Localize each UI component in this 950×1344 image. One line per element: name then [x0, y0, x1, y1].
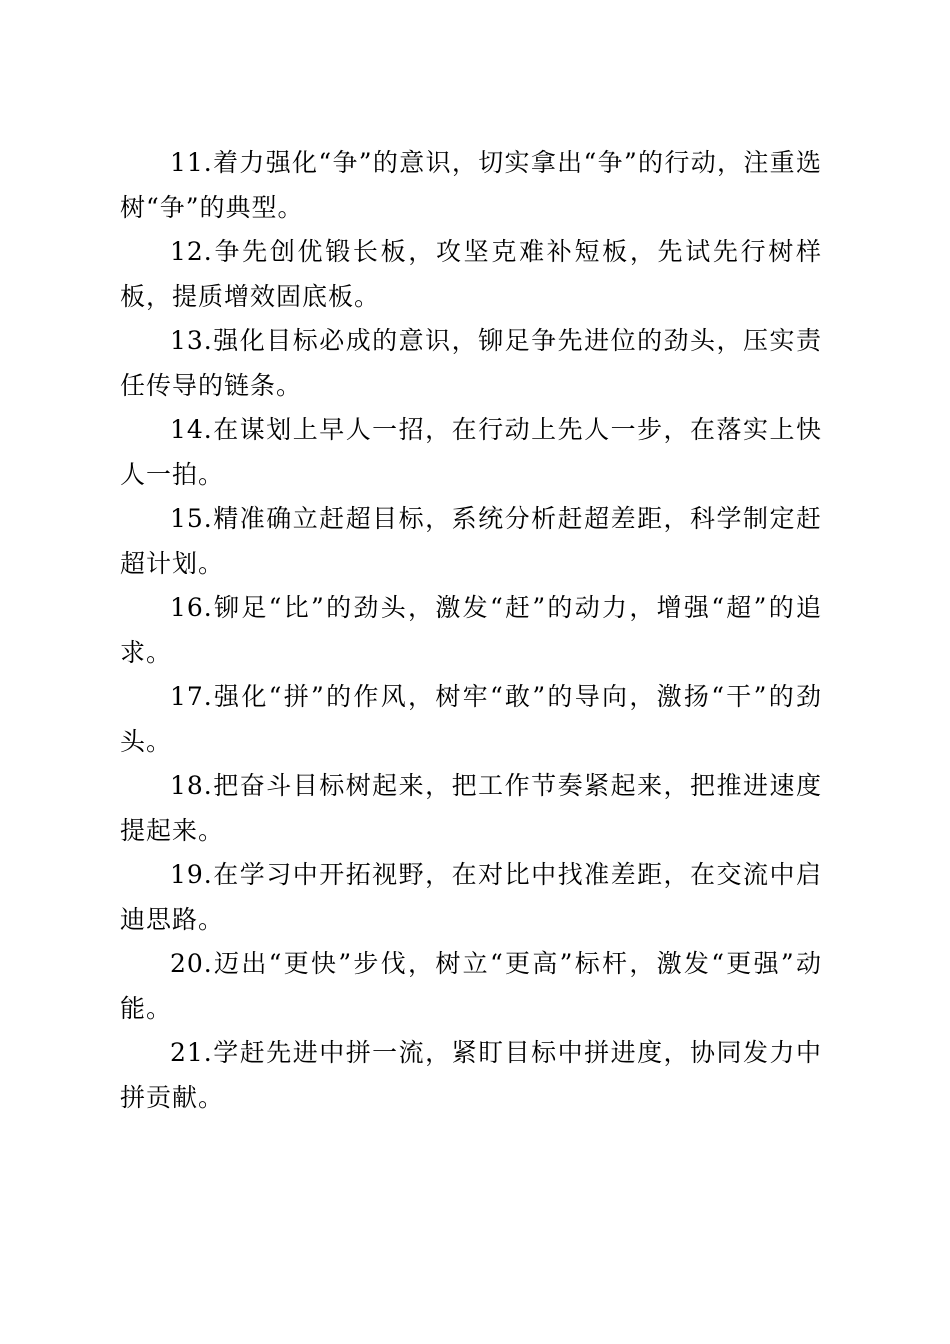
- list-item: 19.在学习中开拓视野，在对比中找准差距，在交流中启迪思路。: [120, 860, 822, 934]
- list-item: 16.铆足“比”的劲头，激发“赶”的动力，增强“超”的追求。: [120, 593, 822, 667]
- list-item: 15.精准确立赶超目标，系统分析赶超差距，科学制定赶超计划。: [120, 504, 822, 578]
- document-body: [120, 141, 822, 1120]
- list-item: 12.争先创优锻长板，攻坚克难补短板，先试先行树样板，提质增效固底板。: [120, 237, 822, 311]
- list-item: 14.在谋划上早人一招，在行动上先人一步，在落实上快人一拍。: [120, 415, 822, 489]
- list-item: 20.迈出“更快”步伐，树立“更高”标杆，激发“更强”动能。: [120, 949, 822, 1023]
- list-item: 21.学赶先进中拼一流，紧盯目标中拼进度，协同发力中拼贡献。: [120, 1038, 822, 1112]
- list-item: 17.强化“拼”的作风，树牢“敢”的导向，激扬“干”的劲头。: [120, 682, 822, 756]
- list-item: 13.强化目标必成的意识，铆足争先进位的劲头，压实责任传导的链条。: [120, 326, 822, 400]
- list-item: 11.着力强化“争”的意识，切实拿出“争”的行动，注重选树“争”的典型。: [120, 148, 822, 222]
- list-item: 18.把奋斗目标树起来，把工作节奏紧起来，把推进速度提起来。: [120, 771, 822, 845]
